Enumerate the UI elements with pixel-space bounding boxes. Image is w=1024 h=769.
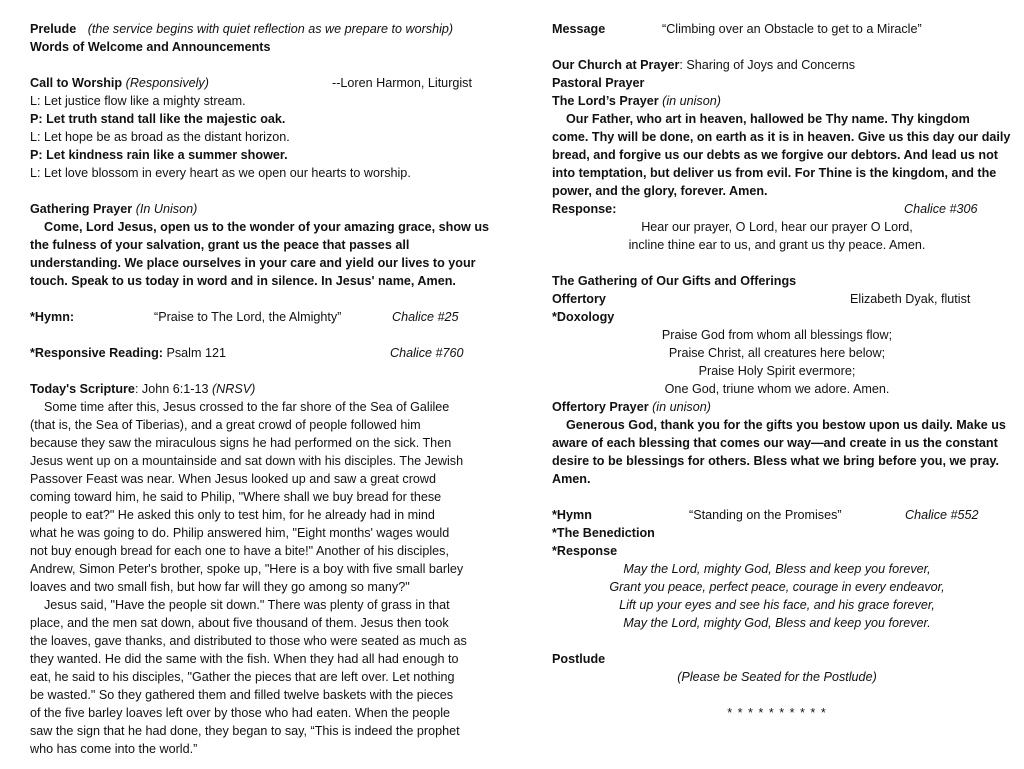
scripture-line: they wanted. He did the same with the fish. When they had all had enough to [30, 652, 459, 666]
call-line: L: Let hope be as broad as the distant horizon. [30, 130, 290, 144]
offertory-prayer-note: (in unison) [652, 400, 711, 414]
hymn-line [30, 308, 500, 326]
doxology-line: One God, triune whom we adore. Amen. [664, 382, 890, 396]
scripture-line: eat, he said to his disciples, "Gather the pieces that are left over. Let nothing [30, 670, 455, 684]
postlude-heading: Postlude [552, 652, 606, 666]
call-line: P: Let truth stand tall like the majestic oak. [30, 112, 286, 126]
scripture-label: Today's Scripture [30, 382, 135, 396]
doxology-line: Praise Holy Spirit evermore; [698, 364, 856, 378]
scripture-line: the loaves, gave thanks, and distributed to those who were seated as much as [30, 634, 467, 648]
response2-line: Grant you peace, perfect peace, courage in every endeavor, [609, 580, 945, 594]
hymn-label: *Hymn: [30, 310, 75, 324]
offertory-label: Offertory [552, 292, 606, 306]
scripture-line: loaves and two small fish, but how far will they go among so many?" [30, 580, 410, 594]
church-text: : Sharing of Joys and Concerns [679, 58, 856, 72]
offertory-prayer-line: Amen. [552, 472, 591, 486]
lords-line: Our Father, who art in heaven, hallowed be Thy name. Thy kingdom [566, 112, 970, 126]
doxology-line: Praise God from whom all blessings flow; [661, 328, 893, 342]
doxology-heading: *Doxology [552, 310, 615, 324]
prayer-line: understanding. We place ourselves in your care and yield our lives to your [30, 256, 476, 270]
scripture-line: Passover Feast was near. When Jesus looked up and saw a great crowd [30, 472, 437, 486]
scripture-text [30, 398, 500, 758]
reading-text: Psalm 121 [166, 346, 226, 360]
response-text-line: Hear our prayer, O Lord, hear our prayer O Lord, [641, 220, 913, 234]
response-text-line: incline thine ear to us, and grant us thy peace. Amen. [628, 238, 926, 252]
offertory-prayer-text [552, 416, 1012, 488]
lords-line: come. Thy will be done, on earth as it is in heaven. Give us this day our daily [552, 130, 1011, 144]
response2-line: May the Lord, mighty God, Bless and keep you forever, [623, 562, 931, 576]
message-label: Message [552, 22, 606, 36]
hymn-title: “Praise to The Lord, the Almighty” [154, 310, 342, 324]
pastoral-prayer-heading: Pastoral Prayer [552, 76, 645, 90]
scripture-line: what he was going to do. Philip answered him, "Eight months' wages would [30, 526, 450, 540]
response2-line: Lift up your eyes and see his face, and his grace forever, [619, 598, 935, 612]
scripture-heading [30, 380, 500, 398]
prelude-note: (the service begins with quiet reflection as we prepare to worship) [87, 22, 454, 36]
offertory-prayer-line: Generous God, thank you for the gifts you bestow upon us daily. Make us [566, 418, 1006, 432]
call-to-worship-heading [30, 74, 500, 92]
church-prayer-line [552, 56, 1012, 74]
welcome-heading: Words of Welcome and Announcements [30, 40, 271, 54]
hymn2-label: *Hymn [552, 508, 592, 522]
postlude-note: (Please be Seated for the Postlude) [677, 670, 877, 684]
offertory-prayer-heading [552, 398, 1012, 416]
scripture-line: saw the sign that he had done, they began to say, “This is indeed the prophet [30, 724, 460, 738]
scripture-ref: : John 6:1-13 [134, 382, 209, 396]
offertory-prayer-label: Offertory Prayer [552, 400, 649, 414]
lords-label: The Lord’s Prayer [552, 94, 659, 108]
gathering-note: (In Unison) [135, 202, 198, 216]
offertory-line [552, 290, 1012, 308]
response-line [552, 200, 1012, 218]
offertory-prayer-line: desire to be blessings for others. Bless what we bring before you, we pray. [552, 454, 999, 468]
reading-label: *Responsive Reading: [30, 346, 163, 360]
benediction-heading: *The Benediction [552, 526, 655, 540]
response-text [542, 218, 1012, 254]
hymn2-ref: Chalice #552 [905, 508, 979, 522]
gathering-prayer-text [30, 218, 500, 290]
hymn-ref: Chalice #25 [392, 310, 459, 324]
prayer-line: the fulness of your salvation, grant us the peace that passes all [30, 238, 410, 252]
doxology-line: Praise Christ, all creatures here below; [668, 346, 886, 360]
scripture-line: place, and the men sat down, about five thousand of them. Jesus then took [30, 616, 449, 630]
scripture-line: be wasted." So they gathered them and filled twelve baskets with the pieces [30, 688, 454, 702]
lords-line: bread, and forgive us our debts as we forgive our debtors. And lead us not [552, 148, 998, 162]
scripture-line: Some time after this, Jesus crossed to the far shore of the Sea of Galilee [44, 400, 450, 414]
closing-stars: * * * * * * * * * * [727, 706, 827, 720]
scripture-line: Andrew, Simon Peter's brother, spoke up, "Here is a boy with five small barley [30, 562, 464, 576]
lords-line: into temptation, but deliver us from evil. For Thine is the kingdom, and the [552, 166, 997, 180]
scripture-version: (NRSV) [211, 382, 256, 396]
hymn2-title: “Standing on the Promises” [689, 508, 842, 522]
reading-ref: Chalice #760 [390, 346, 464, 360]
response-label: Response: [552, 202, 617, 216]
response-ref: Chalice #306 [904, 202, 978, 216]
hymn2-line [552, 506, 1012, 524]
church-label: Our Church at Prayer [552, 58, 680, 72]
offertory-prayer-line: aware of each blessing that comes our way—and create in us the constant [552, 436, 998, 450]
prayer-line: touch. Speak to us today in word and in silence. In Jesus' name, Amen. [30, 274, 456, 288]
scripture-line: Jesus went up on a mountainside and sat down with his disciples. The Jewish [30, 454, 464, 468]
call-label: Call to Worship [30, 76, 123, 90]
scripture-line: of the five barley loaves left over by those who had eaten. When the people [30, 706, 451, 720]
response2-heading: *Response [552, 544, 618, 558]
message-title: “Climbing over an Obstacle to get to a Miracle” [662, 22, 922, 36]
responsive-reading-line [30, 344, 500, 362]
gifts-heading: The Gathering of Our Gifts and Offerings [552, 274, 797, 288]
left-column [30, 20, 500, 758]
scripture-line: Jesus said, "Have the people sit down." There was plenty of grass in that [44, 598, 450, 612]
prayer-line: Come, Lord Jesus, open us to the wonder of your amazing grace, show us [44, 220, 490, 234]
message-line [552, 20, 1012, 38]
scripture-line: who has come into the world.” [30, 742, 198, 756]
right-column [552, 20, 1012, 722]
lords-line: power, and the glory, forever. Amen. [552, 184, 768, 198]
doxology-text [542, 326, 1012, 398]
scripture-line: not buy enough bread for each one to have a bite!" Another of his disciples, [30, 544, 449, 558]
call-line: L: Let justice flow like a mighty stream. [30, 94, 246, 108]
scripture-line: because they saw the miraculous signs he had performed on the sick. Then [30, 436, 452, 450]
offertory-performer: Elizabeth Dyak, flutist [850, 292, 971, 306]
call-line: L: Let love blossom in every heart as we open our hearts to worship. [30, 166, 411, 180]
scripture-line: people to eat?" He asked this only to test him, for he already had in mind [30, 508, 435, 522]
lords-note: (in unison) [662, 94, 721, 108]
prelude-label: Prelude [30, 22, 77, 36]
lords-prayer-text [552, 110, 1012, 200]
scripture-line: (that is, the Sea of Tiberias), and a great crowd of people followed him [30, 418, 421, 432]
lords-prayer-heading [552, 92, 1012, 110]
call-lines [30, 92, 500, 182]
call-leader: --Loren Harmon, Liturgist [332, 76, 472, 90]
response2-text [542, 560, 1012, 632]
response2-line: May the Lord, mighty God, Bless and keep you forever. [623, 616, 931, 630]
gathering-label: Gathering Prayer [30, 202, 133, 216]
call-line: P: Let kindness rain like a summer shower. [30, 148, 288, 162]
prelude-line [30, 20, 500, 38]
gathering-prayer-heading [30, 200, 500, 218]
scripture-line: coming toward him, he said to Philip, "Where shall we buy bread for these [30, 490, 442, 504]
call-note: (Responsively) [125, 76, 209, 90]
